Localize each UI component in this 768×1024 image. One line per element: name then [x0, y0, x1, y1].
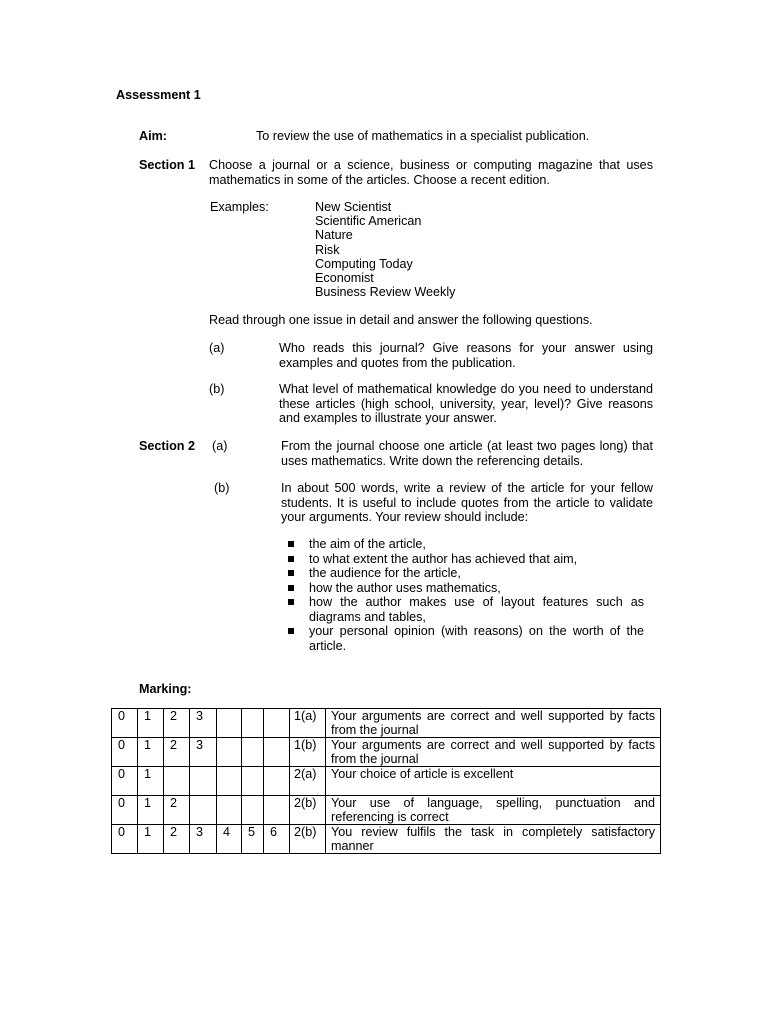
mark-cell — [242, 738, 264, 767]
question-b-text: What level of mathematical knowledge do you need to understand these articles (high school, university, year, level)? Give reasons and examples to illustrate your answer. — [279, 382, 653, 425]
mark-cell: 4 — [217, 825, 242, 854]
bullet-item: how the author makes use of layout features such as diagrams and tables, — [286, 595, 644, 624]
section2-label: Section 2 — [139, 439, 195, 453]
mark-cell — [217, 709, 242, 738]
mark-cell: 1 — [138, 796, 164, 825]
examples-label: Examples: — [210, 200, 269, 214]
section2-part-a-label: (a) — [212, 439, 228, 453]
mark-cell — [264, 796, 290, 825]
mark-cell — [190, 767, 217, 796]
example-item: Economist — [315, 271, 374, 286]
marking-table-body — [112, 709, 661, 854]
criterion-cell: 2(b) — [290, 825, 326, 854]
mark-cell — [217, 796, 242, 825]
description-cell: Your use of language, spelling, punctuation and referencing is correct — [326, 796, 661, 825]
example-item: Business Review Weekly — [315, 285, 456, 300]
mark-cell — [264, 767, 290, 796]
mark-cell: 3 — [190, 825, 217, 854]
mark-cell: 2 — [164, 796, 190, 825]
section2-part-b-text: In about 500 words, write a review of the article for your fellow students. It is useful to include quotes from the article to validate your arguments. Your review should include: — [281, 481, 653, 524]
marking-label: Marking: — [139, 682, 192, 696]
example-item: Computing Today — [315, 256, 413, 271]
example-item: New Scientist — [315, 200, 392, 214]
section1-label: Section 1 — [139, 158, 195, 172]
marking-table — [111, 708, 661, 854]
bullet-item: the audience for the article, — [286, 566, 644, 581]
criterion-cell: 2(a) — [290, 767, 326, 796]
examples-list — [315, 200, 455, 299]
mark-cell: 0 — [112, 709, 138, 738]
mark-cell — [217, 767, 242, 796]
criterion-cell: 2(b) — [290, 796, 326, 825]
mark-cell: 5 — [242, 825, 264, 854]
description-cell: Your choice of article is excellent — [326, 767, 661, 796]
aim-label: Aim: — [139, 129, 167, 143]
section1-intro: Choose a journal or a science, business or computing magazine that uses mathematics in some of the articles. Choose a recent edition. — [209, 158, 653, 187]
mark-cell: 1 — [138, 767, 164, 796]
mark-cell: 2 — [164, 709, 190, 738]
mark-cell — [242, 796, 264, 825]
mark-cell: 0 — [112, 767, 138, 796]
marking-row — [112, 738, 661, 767]
mark-cell — [242, 767, 264, 796]
mark-cell: 1 — [138, 709, 164, 738]
description-cell: You review fulfils the task in completely satisfactory manner — [326, 825, 661, 854]
question-b-label: (b) — [209, 382, 225, 396]
section2-part-a-text: From the journal choose one article (at least two pages long) that uses mathematics. Write down the referencing details. — [281, 439, 653, 468]
read-instruction: Read through one issue in detail and answer the following questions. — [209, 313, 593, 327]
mark-cell: 2 — [164, 825, 190, 854]
mark-cell: 3 — [190, 738, 217, 767]
marking-row — [112, 796, 661, 825]
mark-cell: 1 — [138, 738, 164, 767]
mark-cell: 0 — [112, 738, 138, 767]
question-a-label: (a) — [209, 341, 225, 355]
mark-cell: 0 — [112, 825, 138, 854]
mark-cell: 2 — [164, 738, 190, 767]
description-cell: Your arguments are correct and well supported by facts from the journal — [326, 709, 661, 738]
mark-cell: 6 — [264, 825, 290, 854]
bullet-item: how the author uses mathematics, — [286, 581, 644, 596]
question-a-text: Who reads this journal? Give reasons for your answer using examples and quotes from the publication. — [279, 341, 653, 370]
mark-cell — [264, 738, 290, 767]
mark-cell: 3 — [190, 709, 217, 738]
mark-cell — [190, 796, 217, 825]
bullet-item: the aim of the article, — [286, 537, 644, 552]
example-item: Nature — [315, 228, 353, 243]
example-item: Risk — [315, 242, 340, 257]
marking-row — [112, 767, 661, 796]
mark-cell: 0 — [112, 796, 138, 825]
example-item: Scientific American — [315, 214, 422, 229]
mark-cell — [264, 709, 290, 738]
marking-row — [112, 709, 661, 738]
description-cell: Your arguments are correct and well supported by facts from the journal — [326, 738, 661, 767]
mark-cell: 1 — [138, 825, 164, 854]
section2-part-b-label: (b) — [214, 481, 230, 495]
mark-cell — [164, 767, 190, 796]
bullet-item: your personal opinion (with reasons) on the worth of the article. — [286, 624, 644, 653]
mark-cell — [242, 709, 264, 738]
bullet-item: to what extent the author has achieved that aim, — [286, 552, 644, 567]
criterion-cell: 1(b) — [290, 738, 326, 767]
criterion-cell: 1(a) — [290, 709, 326, 738]
document-title: Assessment 1 — [116, 88, 201, 102]
mark-cell — [217, 738, 242, 767]
review-criteria-list — [286, 537, 644, 653]
marking-row — [112, 825, 661, 854]
aim-text: To review the use of mathematics in a specialist publication. — [256, 129, 590, 143]
